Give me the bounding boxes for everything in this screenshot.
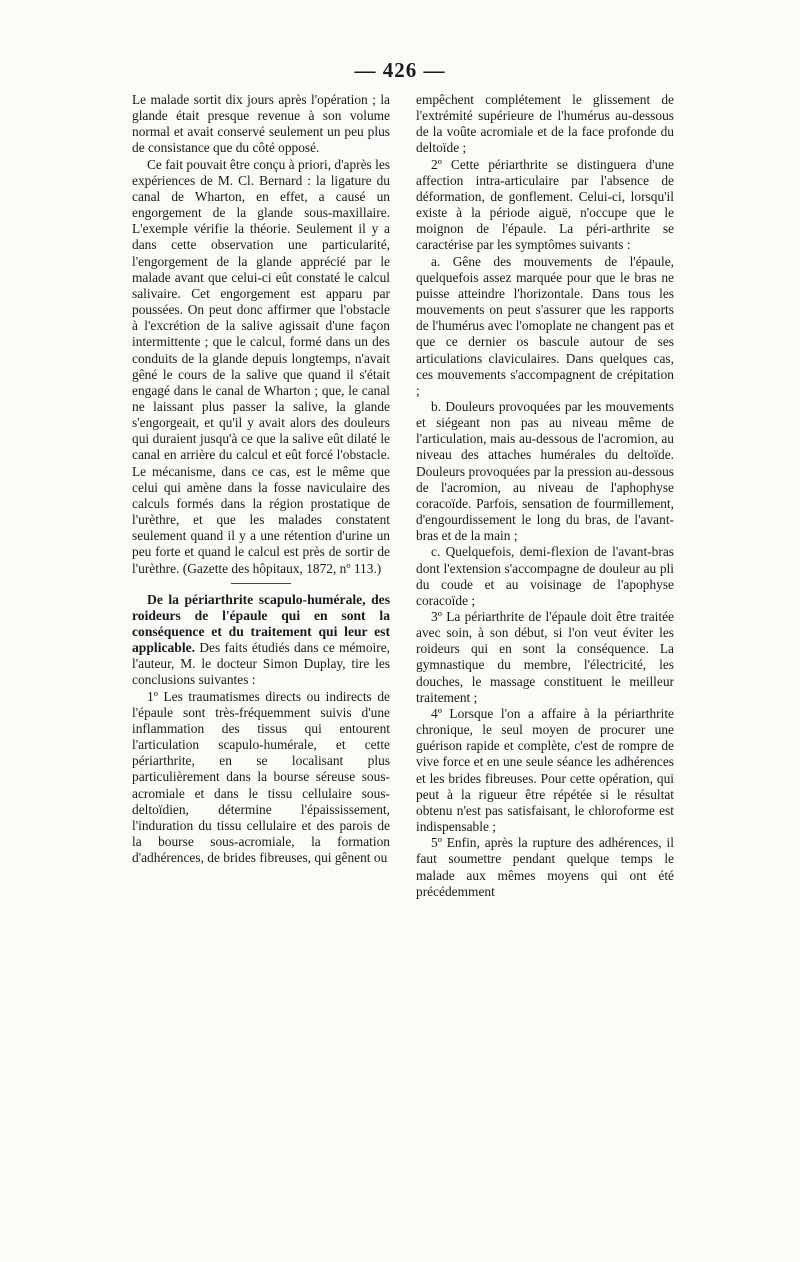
paragraph: 4º Lorsque l'on a affaire à la périarthrite chronique, le seul moyen de procurer une guérison rapide et complète, c'est de rompre de vive force et en une seule séance les adhérences et les brides fibreuses. Pour cette opération, qui peut à la rigueur être répétée si le résultat obtenu n'est pas satisfaisant, le chloroforme est indispensable ;	[416, 705, 674, 835]
right-column	[416, 92, 674, 900]
left-column	[132, 92, 390, 866]
paragraph: 2º Cette périarthrite se distinguera d'une affection intra-articulaire par l'absence de déformation, de gonflement. Celui-ci, lorsqu'il existe à la période aiguë, n'occupe que le moignon de l'épaule. La péri-arthrite se caractérise par les symptômes suivants :	[416, 156, 674, 253]
page-number: — 426 —	[354, 58, 446, 82]
paragraph: Le malade sortit dix jours après l'opération ; la glande était presque revenue à son volume normal et avait conservé seulement un peu plus de consistance que du côté opposé.	[132, 92, 390, 156]
separator-rule	[231, 583, 291, 584]
article-intro	[132, 592, 390, 689]
article-title: De la périarthrite scapulo-humérale, des roideurs de l'épaule qui en sont la conséquence et du traitement qui leur est applicable.	[132, 591, 390, 656]
paragraph: 5º Enfin, après la rupture des adhérences, il faut soumettre pendant quelque temps le malade aux mêmes moyens qui ont été précédemment	[416, 835, 674, 899]
paragraph: 3º La périarthrite de l'épaule doit être traitée avec soin, à son début, si l'on veut éviter les roideurs qui en sont la conséquence. La gymnastique du membre, l'électricité, les douches, le massage constituent le meilleur traitement ;	[416, 609, 674, 705]
paragraph: 1º Les traumatismes directs ou indirects de l'épaule sont très-fréquemment suivis d'une inflammation des tissus qui entourent l'articulation scapulo-humérale, et cette périarthrite, en se localisant plus particulièrement dans la bourse séreuse sous-acromiale et dans le tissu cellulaire sous-deltoïdien, détermine l'épaississement, l'induration du tissu cellulaire et des parois de la bourse sous-acromiale, la formation d'adhérences, de brides fibreuses, qui gênent ou	[132, 688, 390, 866]
paragraph: a. Gêne des mouvements de l'épaule, quelquefois assez marquée pour que le bras ne puisse atteindre l'horizontale. Dans tous les mouvements on peut s'assurer que les rapports de l'humérus avec l'omoplate ne changent pas et que ce dernier os bascule autour de ses articulations claviculaires. Dans quelques cas, ces mouvements s'accompagnent de crépitation ;	[416, 253, 674, 398]
paragraph: c. Quelquefois, demi-flexion de l'avant-bras dont l'extension s'accompagne de douleur au pli du coude et au voisinage de l'apophyse coracoïde ;	[416, 544, 674, 608]
paragraph: b. Douleurs provoquées par les mouvements et siégeant non pas au niveau même de l'articulation, mais au-dessous de l'acromion, au niveau des attaches humérales du deltoïde. Douleurs provoquées par la pression au-dessous de l'acromion, au niveau de l'aphophyse coracoïde. Parfois, sensation de fourmillement, d'engourdissement le long du bras, de l'avant-bras et de la main ;	[416, 398, 674, 544]
paragraph: empêchent complétement le glissement de l'extrémité supérieure de l'humérus au-dessous de la voûte acromiale et de la face profonde du deltoïde ;	[416, 92, 674, 156]
article-intro-text: Des faits étudiés dans ce mémoire, l'auteur, M. le docteur Simon Duplay, tire les conclusions suivantes :	[132, 640, 390, 688]
paragraph: Ce fait pouvait être conçu à priori, d'après les expériences de M. Cl. Bernard : la ligature du canal de Wharton, en effet, a causé un engorgement de la glande sous-maxillaire. L'exemple vérifie la théorie. Seulement il y a dans cette observation une particularité, l'engorgement de la glande apprécié par le malade avant que celui-ci eût constaté le calcul salivaire. Cet engorgement est apparu par poussées. On peut donc affirmer que l'obstacle à l'excrétion de la salive agissait d'une façon intermittente ; que le calcul, formé dans un des conduits de la glande depuis longtemps, n'avait gêné le cours de la salive que quand il s'était engagé dans le canal de Wharton ; que, le canal ne laissant plus passer la salive, la glande s'engorgeait, et qu'il y avait alors des douleurs qui duraient jusqu'à ce que la salive eût dilaté le canal en arrière du calcul et eût forcé l'obstacle. Le mécanisme, dans ce cas, est le même que celui qui amène dans la fosse naviculaire des calculs formés dans la région prostatique de l'urèthre, et que les malades constatent seulement quand il y a une rétention d'urine un peu forte et quand le calcul est près de sortir de l'urèthre. (Gazette des hôpitaux, 1872, nº 113.)	[132, 156, 390, 576]
